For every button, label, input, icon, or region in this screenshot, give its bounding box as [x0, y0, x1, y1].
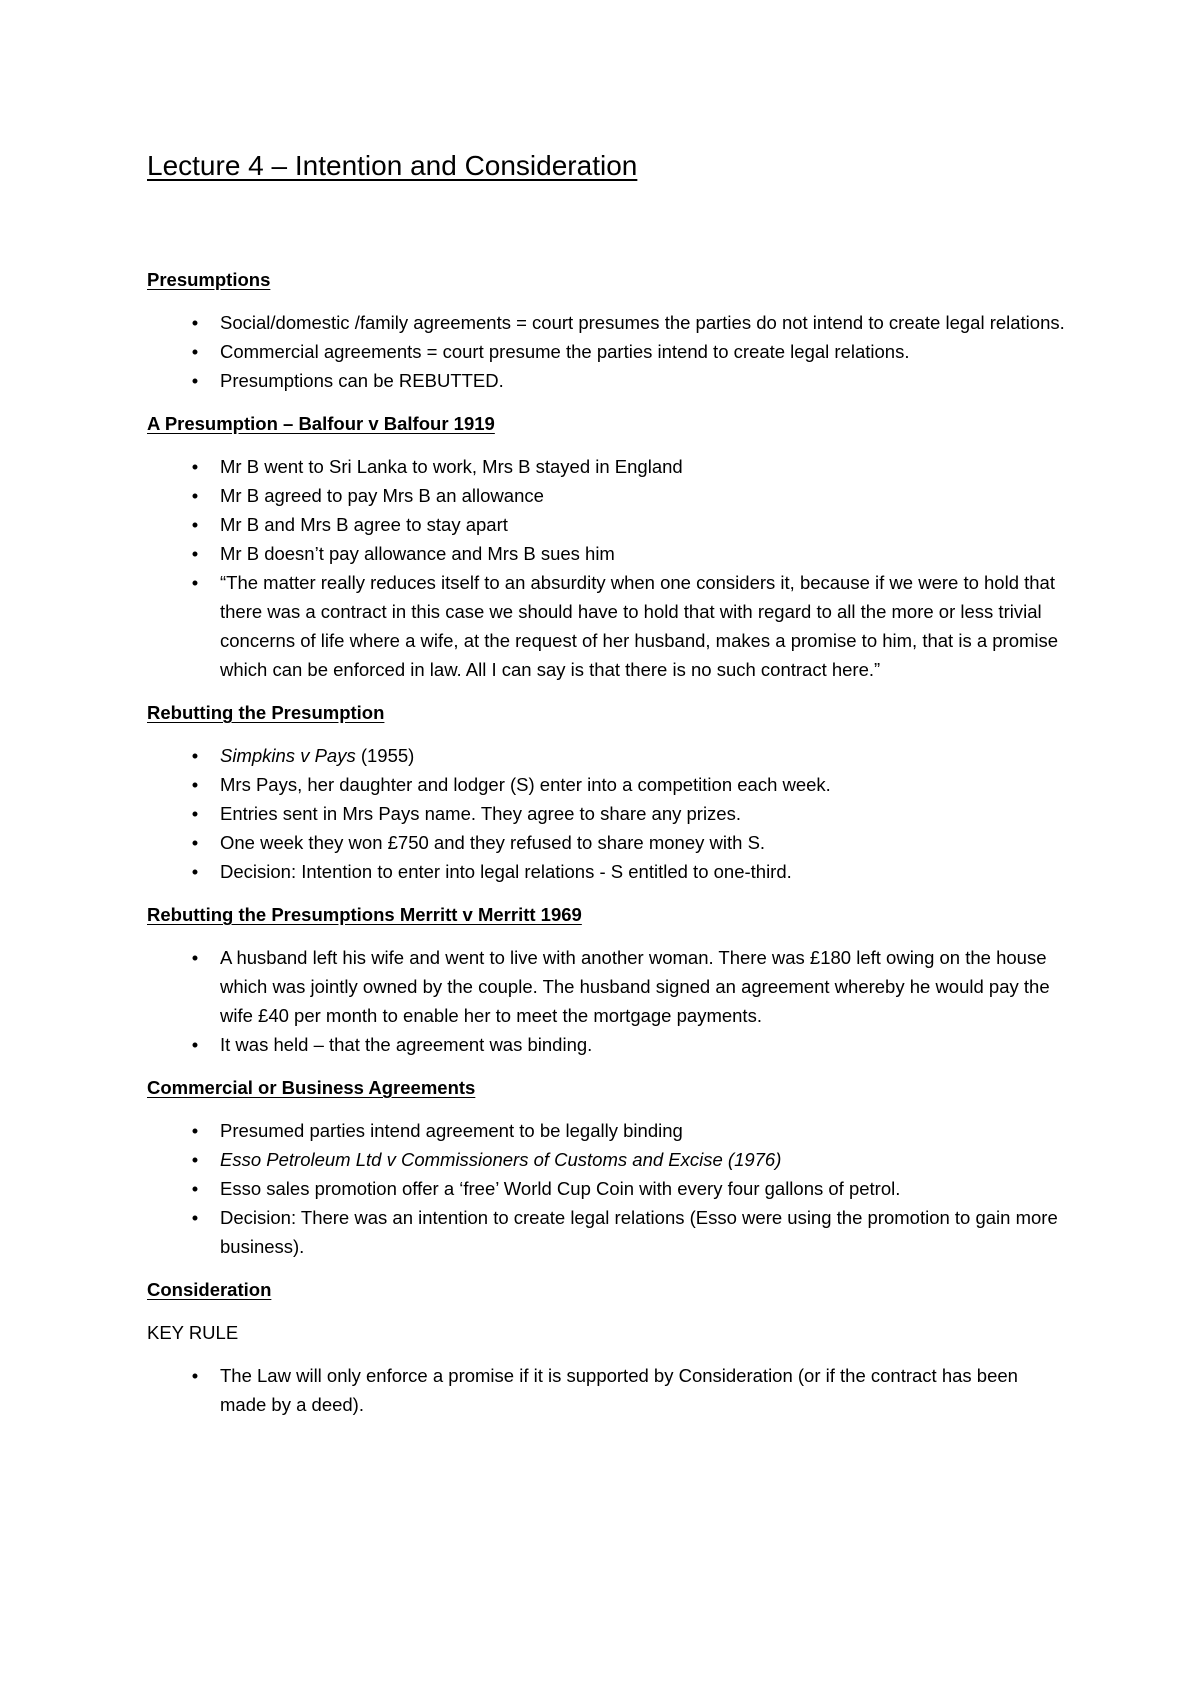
bullet-icon: • — [191, 745, 199, 766]
bullet-text: Presumptions can be REBUTTED. — [220, 370, 504, 391]
bullet-item — [147, 857, 1067, 886]
bullet-item — [147, 452, 1067, 481]
bullet-icon: • — [191, 341, 199, 362]
section-heading: A Presumption – Balfour v Balfour 1919 — [147, 413, 495, 434]
bullet-text: Esso sales promotion offer a ‘free’ World Cup Coin with every four gallons of petrol. — [220, 1178, 901, 1199]
section-heading: Presumptions — [147, 269, 271, 290]
bullet-text: Decision: There was an intention to create legal relations (Esso were using the promotion to gain more business). — [220, 1207, 1058, 1257]
bullet-text: It was held – that the agreement was binding. — [220, 1034, 593, 1055]
bullet-list — [147, 943, 1067, 1059]
bullet-text: The Law will only enforce a promise if it is supported by Consideration (or if the contract has been made by a deed). — [220, 1365, 1018, 1415]
bullet-item — [147, 366, 1067, 395]
bullet-icon: • — [191, 312, 199, 333]
bullet-item — [147, 828, 1067, 857]
bullet-item — [147, 799, 1067, 828]
section — [147, 698, 1067, 886]
bullet-icon: • — [191, 1365, 199, 1386]
section — [147, 900, 1067, 1059]
bullet-item — [147, 1361, 1067, 1419]
bullet-item — [147, 308, 1067, 337]
bullet-text: Mr B and Mrs B agree to stay apart — [220, 514, 508, 535]
bullet-item — [147, 943, 1067, 1030]
bullet-text: Mr B agreed to pay Mrs B an allowance — [220, 485, 544, 506]
bullet-icon: • — [191, 774, 199, 795]
bullet-text: Mr B doesn’t pay allowance and Mrs B sues him — [220, 543, 615, 564]
bullet-item — [147, 1116, 1067, 1145]
section-heading: Rebutting the Presumptions Merritt v Merritt 1969 — [147, 904, 582, 925]
case-name: Simpkins v Pays — [220, 745, 356, 766]
bullet-text: “The matter really reduces itself to an absurdity when one considers it, because if we were to hold that there was a contract in this case we should have to hold that with regard to all the more or less trivial concerns of life where a wife, at the request of her husband, makes a promise to him, that is a promise which can be enforced in law. All I can say is that there is no such contract here.” — [220, 572, 1059, 680]
document-title: Lecture 4 – Intention and Consideration — [147, 150, 638, 181]
bullet-item — [147, 481, 1067, 510]
bullet-text: Presumed parties intend agreement to be legally binding — [220, 1120, 683, 1141]
bullet-text: A husband left his wife and went to live with another woman. There was £180 left owing on the house which was jointly owned by the couple. The husband signed an agreement whereby he would pay the wife £40 per month to enable her to meet the mortgage payments. — [220, 947, 1050, 1026]
bullet-item — [147, 1174, 1067, 1203]
document-body — [147, 265, 1067, 1433]
bullet-icon: • — [191, 832, 199, 853]
bullet-icon: • — [191, 861, 199, 882]
bullet-icon: • — [191, 370, 199, 391]
bullet-icon: • — [191, 485, 199, 506]
section — [147, 265, 1067, 395]
bullet-text: One week they won £750 and they refused to share money with S. — [220, 832, 766, 853]
bullet-icon: • — [191, 1120, 199, 1141]
bullet-item — [147, 337, 1067, 366]
bullet-icon: • — [191, 1149, 199, 1170]
bullet-item — [147, 770, 1067, 799]
bullet-item — [147, 1145, 1067, 1174]
bullet-text: Commercial agreements = court presume the parties intend to create legal relations. — [220, 341, 910, 362]
bullet-list — [147, 1361, 1067, 1419]
bullet-list — [147, 308, 1067, 395]
bullet-item — [147, 1203, 1067, 1261]
bullet-list — [147, 452, 1067, 684]
bullet-icon: • — [191, 1207, 199, 1228]
section — [147, 1275, 1067, 1419]
bullet-icon: • — [191, 572, 199, 593]
bullet-item — [147, 568, 1067, 684]
bullet-item — [147, 741, 1067, 770]
section — [147, 409, 1067, 684]
section-heading: Rebutting the Presumption — [147, 702, 385, 723]
bullet-text: Mr B went to Sri Lanka to work, Mrs B stayed in England — [220, 456, 683, 477]
bullet-icon: • — [191, 1178, 199, 1199]
section — [147, 1073, 1067, 1261]
bullet-item — [147, 510, 1067, 539]
bullet-icon: • — [191, 514, 199, 535]
bullet-list — [147, 741, 1067, 886]
section-heading: Consideration — [147, 1279, 272, 1300]
case-name: Esso Petroleum Ltd v Commissioners of Customs and Excise (1976) — [220, 1149, 782, 1170]
bullet-list — [147, 1116, 1067, 1261]
bullet-text: Decision: Intention to enter into legal relations - S entitled to one-third. — [220, 861, 792, 882]
bullet-icon: • — [191, 456, 199, 477]
bullet-icon: • — [191, 543, 199, 564]
section-subheading: KEY RULE — [147, 1322, 239, 1343]
bullet-item — [147, 539, 1067, 568]
bullet-item — [147, 1030, 1067, 1059]
bullet-text: Mrs Pays, her daughter and lodger (S) enter into a competition each week. — [220, 774, 831, 795]
section-heading: Commercial or Business Agreements — [147, 1077, 476, 1098]
bullet-text: (1955) — [355, 745, 415, 766]
bullet-text: Entries sent in Mrs Pays name. They agree to share any prizes. — [220, 803, 741, 824]
bullet-icon: • — [191, 1034, 199, 1055]
bullet-text: Social/domestic /family agreements = court presumes the parties do not intend to create legal relations. — [220, 312, 1065, 333]
bullet-icon: • — [191, 803, 199, 824]
bullet-icon: • — [191, 947, 199, 968]
